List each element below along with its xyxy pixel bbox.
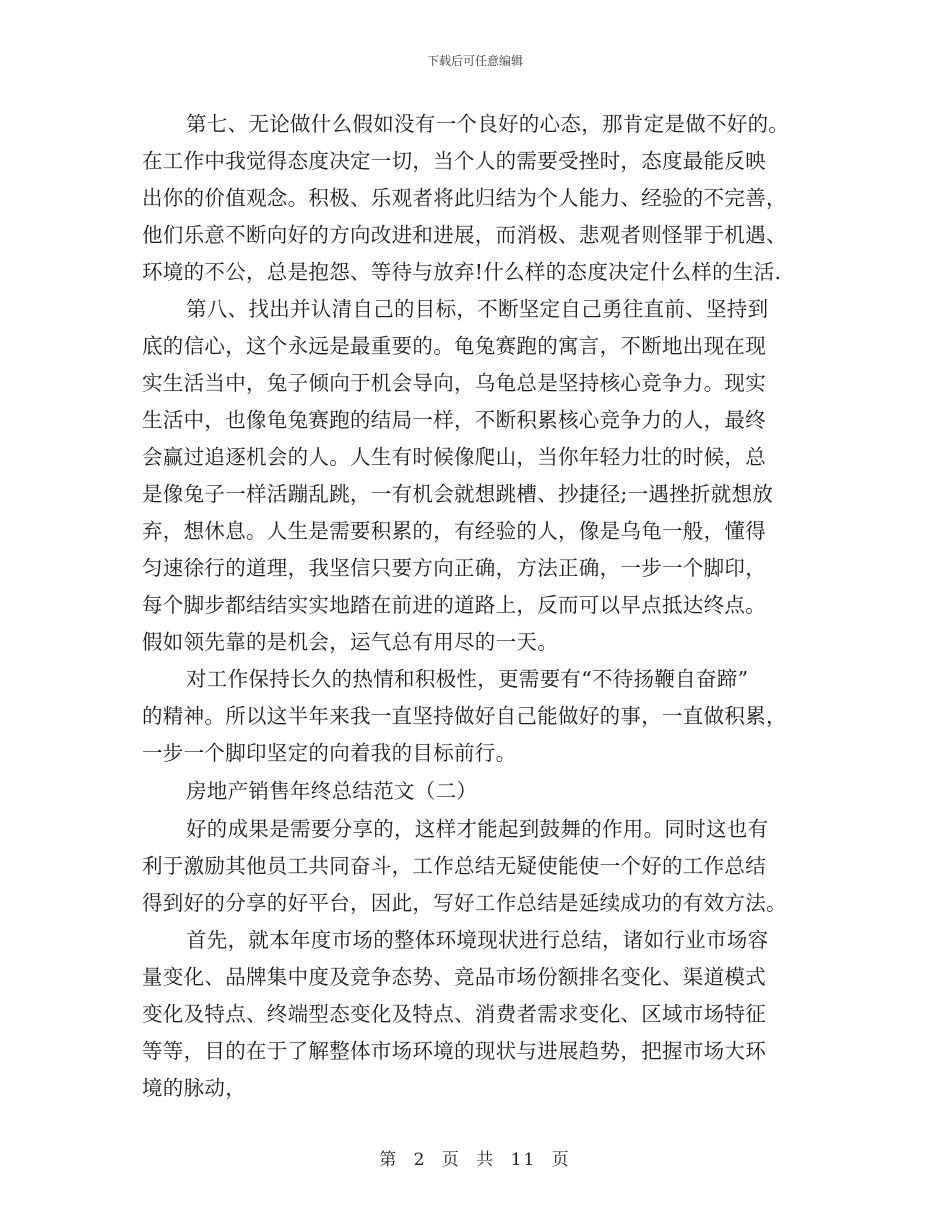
text-line: 每个脚步都结结实实地踏在前进的道路上，反而可以早点抵达终点。 [142,593,766,617]
text-line: 对工作保持长久的热情和积极性，更需要有“不待扬鞭自奋蹄” [186,667,749,691]
text-line: 假如领先靠的是机会，运气总有用尽的一天。 [142,630,558,654]
footer-total-word: 页 [551,1150,571,1170]
text-line: 环境的不公，总是抱怨、等待与放弃!什么样的态度决定什么样的生活. [142,260,782,284]
section-heading: 房地产销售年终总结范文（二） [186,779,478,803]
text-line: 首先，就本年度市场的整体环境现状进行总结，诸如行业市场容 [186,928,769,952]
footer-page-number: 2 [413,1150,427,1170]
text-line: 利于激励其他员工共同奋斗，工作总结无疑使能使一个好的工作总结 [142,854,766,878]
text-line: 等等，目的在于了解整体市场环境的现状与进展趋势，把握市场大环 [142,1039,766,1063]
text-line: 一步一个脚印坚定的向着我的目标前行。 [142,741,517,765]
text-line: 在工作中我觉得态度决定一切，当个人的需要受挫时，态度最能反映 [142,149,766,173]
page-footer [0,1145,950,1170]
text-line: 实生活当中，兔子倾向于机会导向，乌龟总是坚持核心竞争力。现实 [142,371,766,395]
text-line: 会赢过追逐机会的人。人生有时候像爬山，当你年轻力壮的时候，总 [142,445,766,469]
text-line: 的精神。所以这半年来我一直坚持做好自己能做好的事，一直做积累， [142,704,787,728]
text-line: 匀速徐行的道理，我坚信只要方向正确，方法正确，一步一个脚印， [142,556,766,580]
footer-page-word: 页 [441,1150,461,1170]
footer-total-prefix: 共 [476,1150,496,1170]
page-header-note: 下载后可任意编辑 [426,54,523,68]
text-line: 他们乐意不断向好的方向改进和进展，而消极、悲观者则怪罪于机遇、 [142,223,787,247]
document-body [142,106,814,1107]
text-line: 是像兔子一样活蹦乱跳，一有机会就想跳槽、抄捷径;一遇挫折就想放 [142,482,774,506]
text-line: 生活中，也像龟兔赛跑的结局一样，不断积累核心竞争力的人，最终 [142,408,766,432]
text-line: 量变化、品牌集中度及竞争态势、竞品市场份额排名变化、渠道模式 [142,965,766,989]
text-line: 变化及特点、终端型态变化及特点、消费者需求变化、区域市场特征 [142,1002,766,1026]
footer-page-prefix: 第 [379,1150,399,1170]
text-line: 底的信心，这个永远是最重要的。龟兔赛跑的寓言，不断地出现在现 [142,334,766,358]
text-line: 好的成果是需要分享的，这样才能起到鼓舞的作用。同时这也有 [186,817,769,841]
text-line: 第八、找出并认清自己的目标，不断坚定自己勇往直前、坚持到 [186,297,769,321]
text-line: 弃，想休息。人生是需要积累的，有经验的人，像是乌龟一般，懂得 [142,519,766,543]
text-line: 得到好的分享的好平台，因此，写好工作总结是延续成功的有效方法。 [142,891,787,915]
footer-total-pages: 11 [510,1150,537,1170]
text-line: 境的脉动， [142,1076,246,1100]
text-line: 第七、无论做什么假如没有一个良好的心态，那肯定是做不好的。 [186,112,790,136]
text-line: 出你的价值观念。积极、乐观者将此归结为个人能力、经验的不完善， [142,186,787,210]
